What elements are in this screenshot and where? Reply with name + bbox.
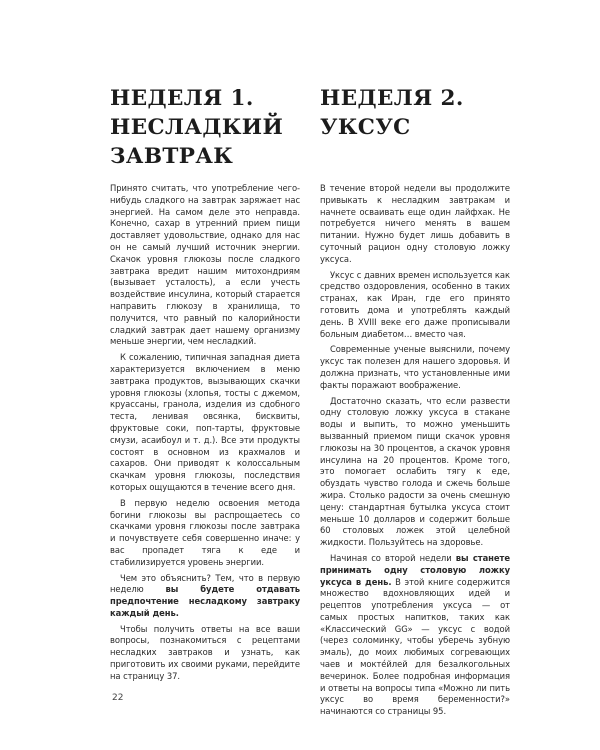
- paragraph: В первую неделю освоения метода богини глюкозы вы распрощаетесь со скачками уровня глюкозы после завтрака и почувствуете себя совершенно иначе: у вас пропадет тяга к еде и стабилизируется уровень энергии.: [110, 497, 300, 567]
- paragraph: Современные ученые выяснили, почему уксус так полезен для нашего здоровья. И должна признать, что установленные ими факты поражают воображение.: [320, 344, 510, 390]
- paragraph-text: В этой книге содержится множество вдохновляющих идей и рецептов употребления уксуса — от самых простых напитков, таких как «Классический GG» — уксус с водой (через соломинку, чтобы уберечь зубную эмаль), до моих любимых согревающих чаев и мокте́йлей для безалкогольных вечеринок. Более подробная информация и ответы на вопросы типа «Можно ли пить уксус во время беременности?» начинаются со страницы 95.: [320, 576, 511, 717]
- week-2-body: [320, 183, 510, 718]
- week-1-title: [110, 84, 300, 171]
- title-line: НЕСЛАДКИЙ: [110, 115, 284, 140]
- emphasis-text: вы станете принимать одну столовую ложку уксуса в день.: [320, 552, 510, 587]
- emphasis-text: вы будете отдавать предпочтение несладкому завтраку каждый день.: [110, 584, 300, 618]
- title-line: НЕДЕЛЯ 2.: [320, 86, 464, 111]
- week-1-body: [110, 183, 300, 683]
- paragraph: В течение второй недели вы продолжите привыкать к несладким завтракам и начнете осваивать еще один лайфхак. Не потребуется ничего менять в вашем питании. Нужно будет лишь добавить в суточный рацион одну столовую ложку уксуса.: [320, 183, 510, 264]
- paragraph: Принято считать, что употребление чего-нибудь сладкого на завтрак заряжает нас энергией. На самом деле это неправда. Конечно, сахар в утренний прием пищи доставляет удовольствие, однако для нас он не самый лучший источник энергии. Скачок уровня глюкозы после сладкого завтрака вредит нашим митохондриям (вызывает усталость), а если учесть воздействие инсулина, который старается направить глюкозу в хранилища, то получится, что равный по калорийности сладкий завтрак дает нашему организму меньше энергии, чем несладкий.: [110, 183, 300, 347]
- paragraph: [320, 553, 510, 718]
- title-line: УКСУС: [320, 115, 411, 140]
- title-line: ЗАВТРАК: [110, 144, 234, 169]
- page-number: 22: [112, 693, 124, 703]
- week-2-column: [320, 84, 510, 142]
- paragraph: Достаточно сказать, что если развести одну столовую ложку уксуса в стакане воды и выпить, то можно уменьшить вызванный приемом пищи скачок уровня глюкозы на 30 процентов, а скачок уровня инсулина на 20 процентов. Кроме того, это помогает ослабить тягу к еде, обуздать чувство голода и сжечь больше жира. Столько радости за очень смешную цену: стандартная бутылка уксуса стоит меньше 10 долларов и содержит больше 60 столовых ложек этой целебной жидкости. Пользуйтесь на здоровье.: [320, 395, 510, 548]
- paragraph: [110, 573, 300, 620]
- paragraph: К сожалению, типичная западная диета характеризуется включением в меню завтрака продуктов, вызывающих скачки уровня глюкозы (хлопья, тосты с джемом, круассаны, гранола, изделия из сдобного теста, ленивая овсянка, бисквиты, фруктовые соки, поп-тарты, фруктовые смузи, асаибоул и т. д.). Все эти продукты состоят в основном из крахмалов и сахаров. Они приводят к колоссальным скачкам уровня глюкозы, последствия которых ощущаются в течение всего дня.: [110, 352, 300, 492]
- paragraph: Уксус с давних времен используется как средство оздоровления, особенно в таких странах, как Иран, где его принято готовить дома и употреблять каждый день. В XVIII веке его даже прописывали больным диабетом… вместо чая.: [320, 269, 510, 339]
- week-1-column: [110, 84, 300, 171]
- title-line: НЕДЕЛЯ 1.: [110, 86, 254, 111]
- paragraph: Чтобы получить ответы на все ваши вопросы, познакомиться с рецептами несладких завтраков и узнать, как приготовить их своими руками, перейдите на страницу 37.: [110, 623, 300, 681]
- week-2-title: [320, 84, 510, 142]
- paragraph-text: Чем это объяснить? Тем, что в первую неделю: [110, 572, 300, 595]
- paragraph-text: Начиная со второй недели: [330, 552, 456, 563]
